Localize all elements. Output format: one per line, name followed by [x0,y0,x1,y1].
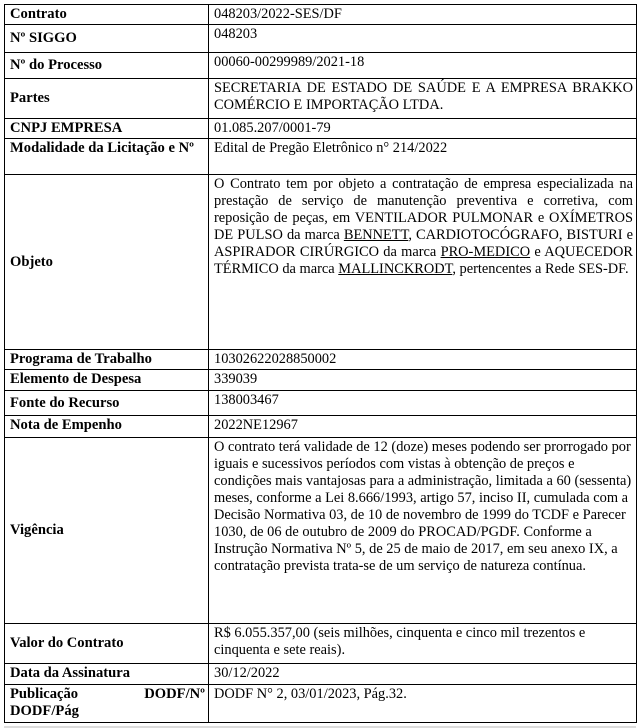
row-vigencia [5,438,637,624]
objeto-label: Objeto [5,175,209,350]
row-siggo [5,25,637,53]
objeto-text-4: , pertencentes a Rede SES-DF. [452,261,629,277]
modalidade-value: Edital de Pregão Eletrônico n° 214/2022 [209,139,637,175]
publicacao-label-a: Publicação [10,686,79,702]
row-fonte [5,391,637,416]
objeto-text-2: , CARDIOTOCÓGRAFO, BISTURI e ASPIRADOR CIRÚRGICO da marca [214,227,633,260]
valor-value: R$ 6.055.357,00 (seis milhões, cinquenta e cinco mil trezentos e cinquenta e sete reais). [209,624,637,664]
row-cnpj [5,119,637,139]
vigencia-value: O contrato terá validade de 12 (doze) meses podendo ser prorrogado por iguais e sucessivos períodos com vistas à obtenção de preços e condições mais vantajosas para a administração, limitada a 60 (sessenta) meses, conforme a Lei 8.666/1993, artigo 57, inciso II, cumulada com a Decisão Normativa 03, de 10 de novembro de 1999 do TCDF e Parecer 1030, de 06 de outubro de 2009 do PROCAD/PGDF. Conforme a Instrução Normativa Nº 5, de 25 de maio de 2017, em seu anexo IX, a contratação prevista trata-se de um serviço de natureza contínua. [209,438,637,624]
row-empenho [5,416,637,438]
row-processo [5,53,637,79]
processo-label: Nº do Processo [5,53,209,79]
objeto-brand-2: PRO-MEDICO [440,244,531,260]
publicacao-label-c: DODF/Pág [10,703,79,719]
row-assinatura [5,664,637,685]
modalidade-label: Modalidade da Licitação e Nº [5,139,209,175]
contract-table [4,4,637,723]
siggo-label: Nº SIGGO [5,25,209,53]
objeto-brand-1: BENNETT [343,227,409,243]
publicacao-label-b: DODF/Nº [144,686,205,702]
row-elemento [5,370,637,391]
row-modalidade [5,139,637,175]
elemento-label: Elemento de Despesa [5,370,209,391]
empenho-value: 2022NE12967 [209,416,637,438]
fonte-label: Fonte do Recurso [5,391,209,416]
publicacao-label-line [10,686,205,703]
publicacao-label [5,685,209,723]
publicacao-value: DODF N° 2, 03/01/2023, Pág.32. [209,685,637,723]
assinatura-label: Data da Assinatura [5,664,209,685]
row-partes [5,79,637,119]
objeto-text-1: O Contrato tem por objeto a contratação de empresa especializada na prestação de serviço de manutenção preventiva e corretiva, com reposição de peças, em VENTILADOR PULMONAR e OXÍMETROS DE PULSO da marca [214,176,633,243]
contrato-label: Contrato [5,5,209,25]
contrato-value: 048203/2022-SES/DF [209,5,637,25]
row-publicacao [5,685,637,723]
row-objeto [5,175,637,350]
assinatura-value: 30/12/2022 [209,664,637,685]
fonte-value: 138003467 [209,391,637,416]
siggo-value: 048203 [209,25,637,53]
partes-value: SECRETARIA DE ESTADO DE SAÚDE E A EMPRESA BRAKKO COMÉRCIO E IMPORTAÇÃO LTDA. [209,79,637,119]
valor-label: Valor do Contrato [5,624,209,664]
partes-label: Partes [5,79,209,119]
cnpj-label: CNPJ EMPRESA [5,119,209,139]
objeto-text-3: e AQUECEDOR TÉRMICO da marca [214,244,634,277]
programa-label: Programa de Trabalho [5,350,209,370]
elemento-value: 339039 [209,370,637,391]
processo-value: 00060-00299989/2021-18 [209,53,637,79]
row-valor [5,624,637,664]
row-contrato [5,5,637,25]
vigencia-label: Vigência [5,438,209,624]
row-programa [5,350,637,370]
objeto-brand-3: MALLINCKRODT [338,261,453,277]
contract-summary-sheet [4,4,636,728]
empenho-label: Nota de Empenho [5,416,209,438]
cnpj-value: 01.085.207/0001-79 [209,119,637,139]
programa-value: 10302622028850002 [209,350,637,370]
objeto-value [209,175,637,350]
